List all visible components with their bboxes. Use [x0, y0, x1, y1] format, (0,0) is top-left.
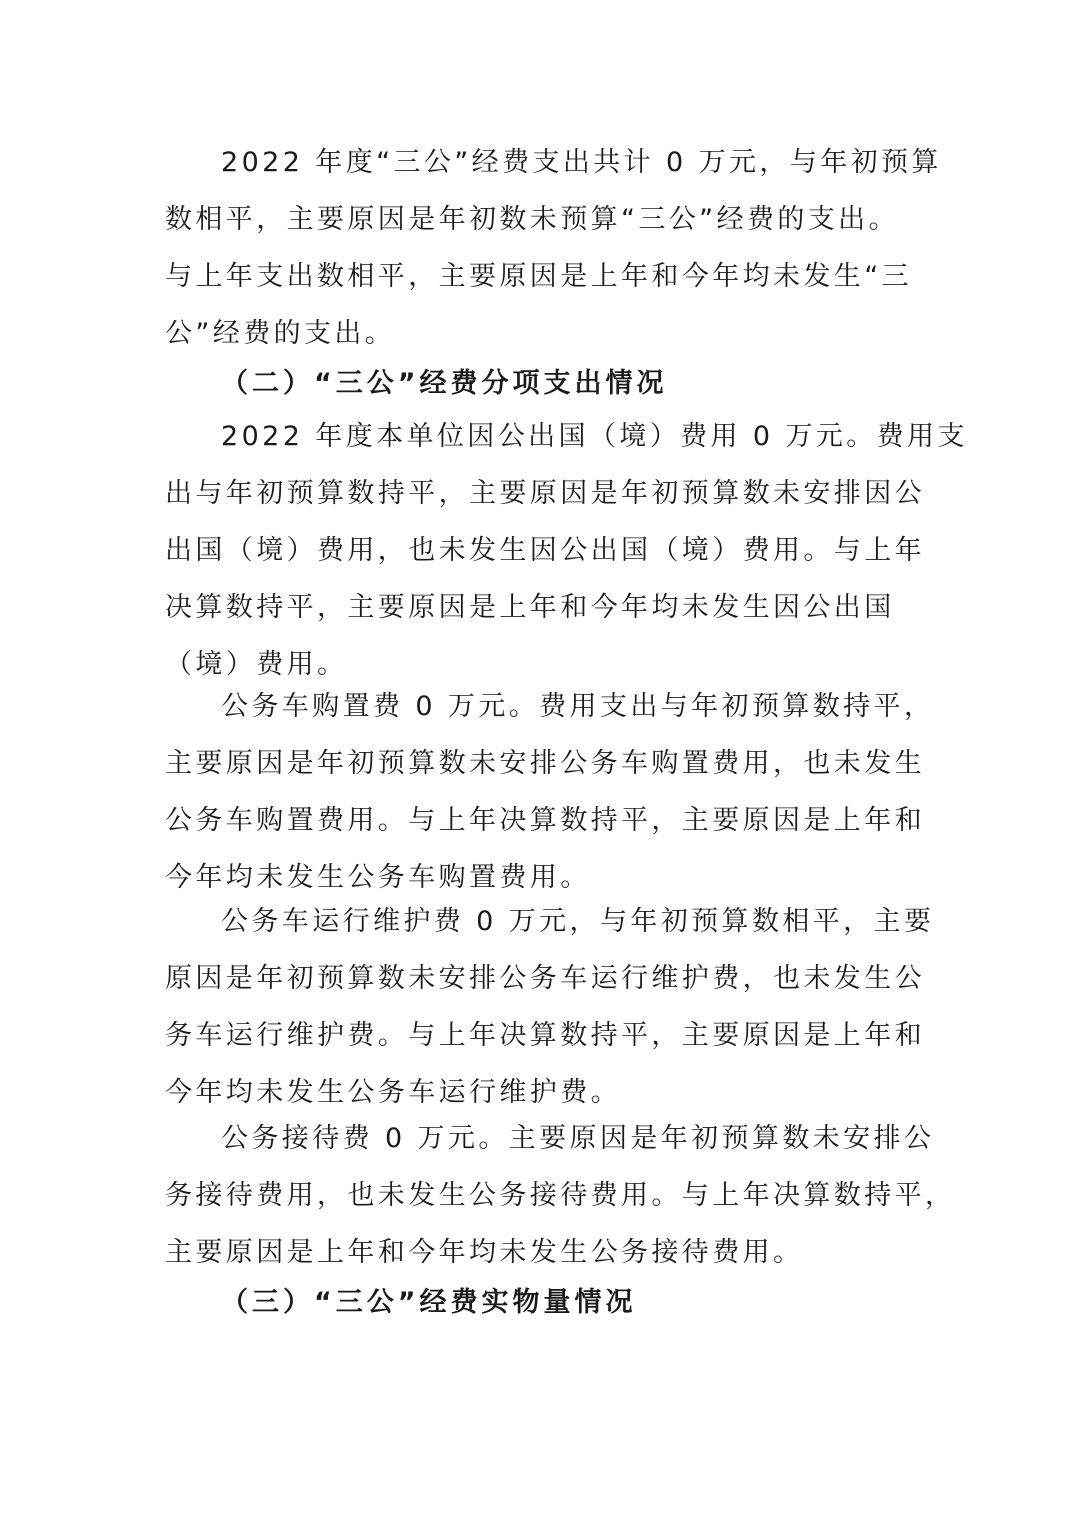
- text-line: 公务车购置费 0 万元。费用支出与年初预算数持平，: [221, 691, 935, 722]
- text-line: 今年均未发生公务车运行维护费。: [165, 1077, 621, 1108]
- section-heading: （三）“三公”经费实物量情况: [221, 1287, 637, 1318]
- text-line: 原因是年初预算数未安排公务车运行维护费，也未发生公: [165, 963, 925, 994]
- section-heading: （二）“三公”经费分项支出情况: [221, 368, 668, 399]
- text-line: 决算数持平，主要原因是上年和今年均未发生因公出国: [165, 592, 895, 623]
- text-line: 2022 年度本单位因公出国（境）费用 0 万元。费用支: [221, 421, 968, 452]
- text-line: 公务接待费 0 万元。主要原因是年初预算数未安排公: [221, 1123, 935, 1154]
- text-line: 数相平，主要原因是年初数未预算“三公”经费的支出。: [165, 204, 899, 235]
- paragraph-vehicle-purchase: [165, 678, 945, 906]
- paragraph-vehicle-maintenance: [165, 893, 945, 1121]
- text-line: 2022 年度“三公”经费支出共计 0 万元，与年初预算: [221, 147, 942, 178]
- paragraph-total-expenditure: [165, 134, 945, 362]
- paragraph-overseas-travel: [165, 408, 968, 693]
- text-line: 主要原因是年初预算数未安排公务车购置费用，也未发生: [165, 748, 925, 779]
- text-line: 务车运行维护费。与上年决算数持平，主要原因是上年和: [165, 1020, 925, 1051]
- text-line: 务接待费用，也未发生公务接待费用。与上年决算数持平，: [165, 1180, 956, 1211]
- text-line: 公务车运行维护费 0 万元，与年初预算数相平，主要: [221, 906, 935, 937]
- text-line: 今年均未发生公务车购置费用。: [165, 862, 591, 893]
- text-line: （境）费用。: [165, 649, 348, 680]
- text-line: 公”经费的支出。: [165, 318, 396, 349]
- text-line: 与上年支出数相平，主要原因是上年和今年均未发生“三: [165, 261, 912, 292]
- text-line: 出国（境）费用，也未发生因公出国（境）费用。与上年: [165, 535, 925, 566]
- section-heading-2: [165, 355, 945, 412]
- text-line: 主要原因是上年和今年均未发生公务接待费用。: [165, 1237, 804, 1268]
- section-heading-3: [165, 1274, 945, 1331]
- text-line: 公务车购置费用。与上年决算数持平，主要原因是上年和: [165, 805, 925, 836]
- text-line: 出与年初预算数持平，主要原因是年初预算数未安排因公: [165, 478, 925, 509]
- paragraph-reception: [165, 1110, 956, 1281]
